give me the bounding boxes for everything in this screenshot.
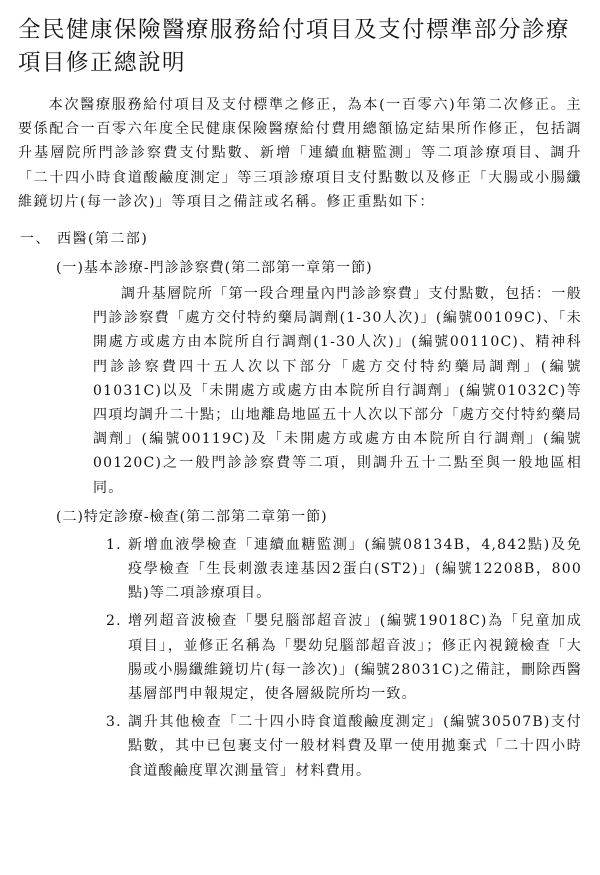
subsection-heading-special-examination: (二)特定診療-檢查(第二部第二章第一節)	[56, 508, 328, 525]
intro-paragraph: 本次醫療服務給付項目及支付標準之修正，為本(一百零六)年第二次修正。主要係配合一百零六年度全民健康保險醫療給付費用總額協定結果所作修正，包括調升基層院所門診診察費支付點數、新增「連續血糖監測」等二項診療項目、調升「二十四小時食道酸鹼度測定」等三項診療項目支付點數以及修正「大腸或小腸纖維鏡切片(每一診次)」等項目之備註或名稱。修正重點如下：	[18, 97, 582, 210]
subsection-body-basic-consultation: 調升基層院所「第一段合理量內門診診察費」支付點數，包括：一般門診診察費「處方交付特約藥局調劑(1-30人次)」(編號00109C)、「未開處方或處方由本院所自行調劑(1-30人次)」(編號00110C)、精神科門診診察費四十五人次以下部分「處方交付特約藥局調劑」(編號01031C)以及「未開處方或處方由本院所自行調劑」(編號01032C)等四項均調升二十點；山地離島地區五十人次以下部分「處方交付特約藥局調劑」(編號00119C)及「未開處方或處方由本院所自行調劑」(編號00120C)之一般門診診察費等二項，則調升五十二點至與一般地區相同。	[93, 286, 582, 496]
section-heading-western-medicine: 一、 西醫(第二部)	[20, 231, 149, 248]
list-item-text: 增列超音波檢查「嬰兒腦部超音波」(編號19018C)為「兒童加成項目」，並修正名稱為「嬰幼兒腦部超音波」；修正內視鏡檢查「大腸或小腸纖維鏡切片(每一診次)」(編號28031C)之備註，刪除西醫基層部門申報規定，使各層級院所均一致。	[128, 613, 582, 703]
list-item-text: 新增血液學檢查「連續血糖監測」(編號08134B，4,842點)及免疫學檢查「生長刺激表達基因2蛋白(ST2)」(編號12208B，800點)等二項診療項目。	[128, 536, 582, 602]
list-item-number: 2.	[106, 613, 122, 630]
examination-list	[106, 533, 582, 783]
list-item	[106, 533, 582, 606]
list-item-number: 1.	[106, 536, 122, 553]
list-item-text: 調升其他檢查「二十四小時食道酸鹼度測定」(編號30507B)支付點數，其中已包裹支付一般材料費及單一使用拋棄式「二十四小時食道酸鹼度單次測量管」材料費用。	[128, 714, 582, 779]
list-item	[106, 710, 582, 783]
list-item-number: 3.	[106, 714, 122, 731]
subsection-heading-basic-consultation: (一)基本診療-門診診察費(第二部第一章第一節)	[56, 260, 373, 277]
list-item	[106, 609, 582, 706]
document-title: 全民健康保險醫療服務給付項目及支付標準部分診療項目修正總說明	[18, 17, 571, 76]
